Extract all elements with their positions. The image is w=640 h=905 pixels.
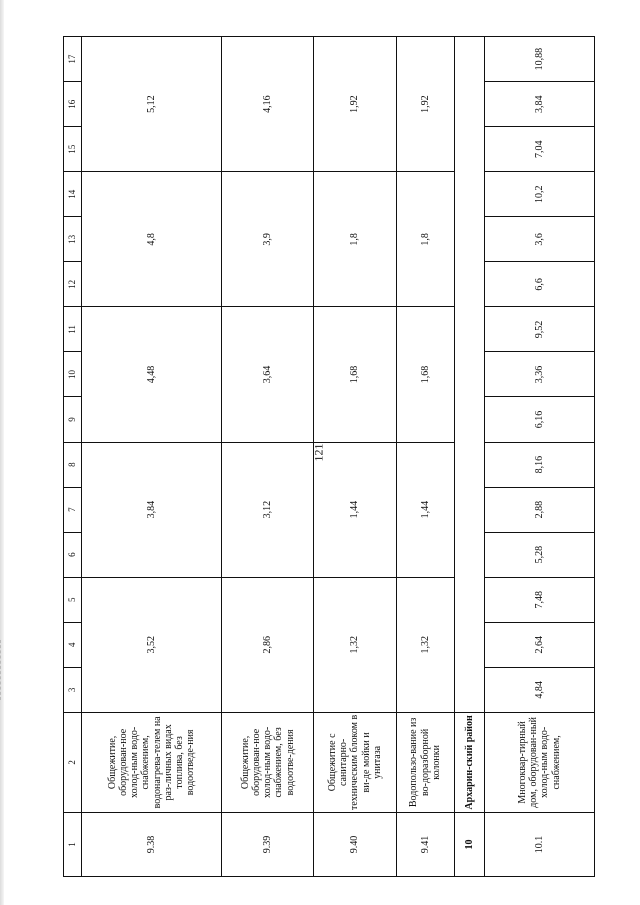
value-cell: 5,12 [82, 37, 222, 172]
scan-edge [0, 0, 4, 905]
table-row [396, 37, 454, 877]
value-cell: 1,44 [314, 442, 396, 577]
value-cell: 6,6 [484, 262, 594, 307]
value-cell: 1,44 [396, 442, 454, 577]
header-cell: 14 [64, 172, 82, 217]
header-cell: 3 [64, 667, 82, 712]
header-cell: 6 [64, 532, 82, 577]
value-cell: 3,52 [82, 577, 222, 712]
header-cell: 10 [64, 352, 82, 397]
header-cell: 15 [64, 127, 82, 172]
value-cell: 7,48 [484, 577, 594, 622]
value-cell: 3,36 [484, 352, 594, 397]
empty-cell [454, 37, 484, 713]
value-cell: 1,68 [396, 307, 454, 442]
row-description: Общежитие с санитарно-техническим блоком в ви-де мойки и унитаза [314, 712, 396, 812]
value-cell: 4,48 [82, 307, 222, 442]
value-cell: 3,9 [222, 172, 314, 307]
table-row [222, 37, 314, 877]
value-cell: 2,88 [484, 487, 594, 532]
value-cell: 5,28 [484, 532, 594, 577]
table-row [484, 37, 594, 877]
header-cell: 5 [64, 577, 82, 622]
value-cell: 3,84 [484, 82, 594, 127]
value-cell: 1,8 [314, 172, 396, 307]
row-id: 9.41 [396, 812, 454, 876]
section-title: Архарин-ский район [454, 712, 484, 812]
value-cell: 2,86 [222, 577, 314, 712]
row-id: 9.39 [222, 812, 314, 876]
row-description: Водопользо-вание из во-доразборной колонки [396, 712, 454, 812]
header-cell: 7 [64, 487, 82, 532]
scan-mark [0, 640, 5, 700]
value-cell: 8,16 [484, 442, 594, 487]
value-cell: 1,32 [396, 577, 454, 712]
value-cell: 4,8 [82, 172, 222, 307]
row-description: Общежитие, оборудован-ное холод-ным водо-снабжением, водонагрева-телем на раз-личных видах топлива, без водоотведе-ния [82, 712, 222, 812]
header-cell: 13 [64, 217, 82, 262]
value-cell: 3,6 [484, 217, 594, 262]
value-cell: 4,84 [484, 667, 594, 712]
value-cell: 3,64 [222, 307, 314, 442]
value-cell: 1,68 [314, 307, 396, 442]
value-cell: 1,32 [314, 577, 396, 712]
value-cell: 10,88 [484, 37, 594, 82]
value-cell: 1,92 [396, 37, 454, 172]
value-cell: 3,12 [222, 442, 314, 577]
row-description: Многоквар-тирный дом, оборудован-ный холод-ным водо-снабжением, [484, 712, 594, 812]
value-cell: 1,8 [396, 172, 454, 307]
value-cell: 4,16 [222, 37, 314, 172]
header-cell: 16 [64, 82, 82, 127]
value-cell: 6,16 [484, 397, 594, 442]
section-row [454, 37, 484, 877]
header-cell: 1 [64, 812, 82, 876]
tariff-table [63, 36, 595, 877]
value-cell: 10,2 [484, 172, 594, 217]
row-description: Общежитие, оборудован-ное холод-ным водо-снабжением, без водоотве-дения [222, 712, 314, 812]
value-cell: 2,64 [484, 622, 594, 667]
section-id: 10 [454, 812, 484, 876]
table-row [314, 37, 396, 877]
header-cell: 11 [64, 307, 82, 352]
table-wrapper [63, 36, 595, 877]
header-row [64, 37, 82, 877]
header-cell: 4 [64, 622, 82, 667]
value-cell: 9,52 [484, 307, 594, 352]
table-row [82, 37, 222, 877]
value-cell: 3,84 [82, 442, 222, 577]
header-cell: 8 [64, 442, 82, 487]
row-id: 9.38 [82, 812, 222, 876]
page-number: 121 [311, 443, 326, 462]
header-cell: 12 [64, 262, 82, 307]
row-id: 10.1 [484, 812, 594, 876]
value-cell: 7,04 [484, 127, 594, 172]
value-cell: 1,92 [314, 37, 396, 172]
row-id: 9.40 [314, 812, 396, 876]
header-cell: 2 [64, 712, 82, 812]
rotated-table [63, 36, 595, 877]
header-cell: 9 [64, 397, 82, 442]
header-cell: 17 [64, 37, 82, 82]
